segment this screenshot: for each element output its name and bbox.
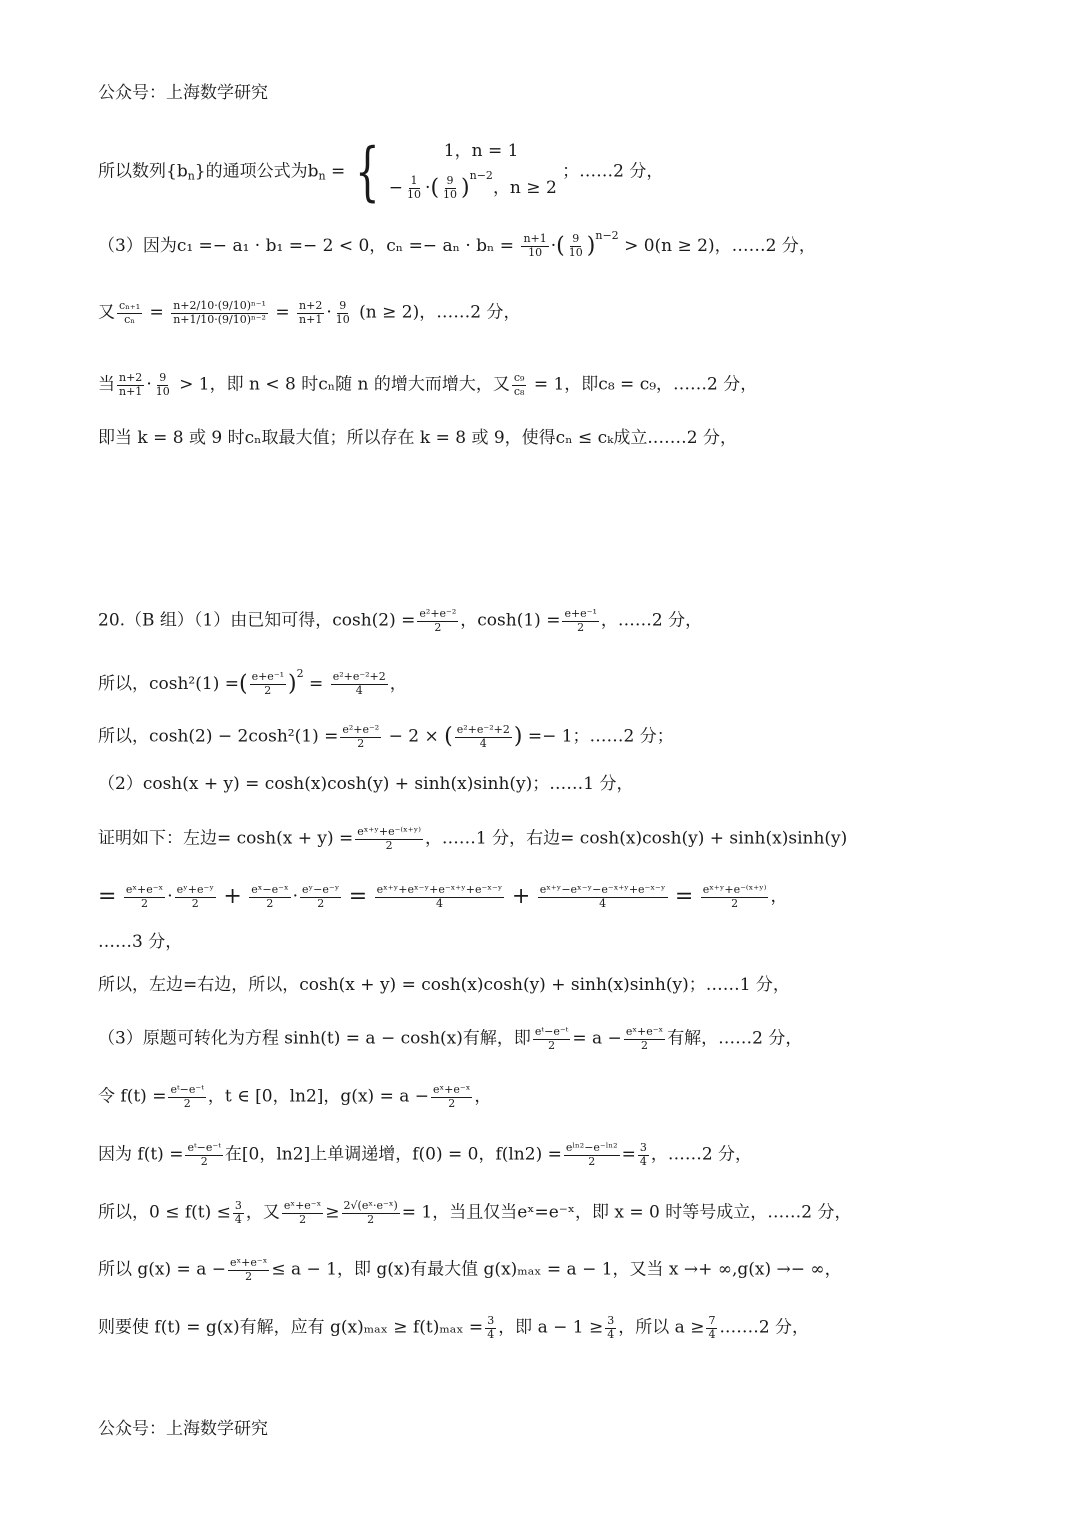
formula-monotone: 当 $\frac{n+2}{n+1}$ · $\frac{9}{10}$ > 1，即 n < 8 时cₙ随 n 的增大而增大，又 $\frac{\text{c₉}}{\text{c₈}}$ = 1，即c₈ = c₉，……2 分， <box>98 371 758 398</box>
part2-statement: （2）cosh(x + y) = cosh(x)cosh(y) + sinh(x)sinh(y)；……1 分， <box>98 774 634 794</box>
define-f-g: 令 f(t) = $\frac{\text{eᵗ−e⁻ᵗ}}{2}$ ，t ∈ [0，ln2]，g(x) = a − $\frac{\text{eˣ+e⁻ˣ}}{2}$ ， <box>98 1083 492 1110</box>
formula-bn-piecewise: 所以数列$\{b_n\}$的通项公式为$b_n$ = { 1，n = 1 − $\frac{1}{10}$ ·( $\frac{9}{10}$ )$^{n-2}$，n ≥ 2 ；……2 分， <box>98 135 664 209</box>
conclusion-line: 即当 k = 8 或 9 时cₙ取最大值；所以存在 k = 8 或 9，使得cₙ ≤ cₖ成立.……2 分， <box>98 428 737 448</box>
proof-left: 证明如下：左边= cosh(x + y) = $\frac{\text{eˣ⁺ʸ+e⁻⁽ˣ⁺ʸ⁾}}{2}$ ，……1 分，右边= cosh(x)cosh(y) + sinh(x)sinh(y) <box>98 825 848 852</box>
score-line: ……3 分， <box>98 932 183 952</box>
formula-cn: （3）因为c₁ =− a₁ · b₁ =− 2 < 0，cₙ =− aₙ · bₙ = $\frac{n+1}{10}$ ·( $\frac{9}{10}$ )$^{n-2}$ > 0(n ≥ 2)，……2 分， <box>98 229 816 259</box>
page-footer: 公众号：上海数学研究 <box>98 1419 268 1439</box>
formula-ratio: 又 $\frac{\text{cₙ₊₁}}{\text{cₙ}}$ = $\frac{\text{n+2/10·(9/10)ⁿ⁻¹}}{\text{n+1/10·(9/10)ⁿ⁻²}}$ = $\frac{n+2}{n+1}$ · $\frac{9}{10}$ (n ≥ 2)，……2 分， <box>98 299 521 326</box>
cosh-squared: 所以，cosh²(1) =( $\frac{\text{e+e⁻¹}}{2}$ )$^2$ = $\frac{\text{e²+e⁻²+2}}{4}$ ， <box>98 667 407 697</box>
proof-right-expansion: = $\frac{\text{eˣ+e⁻ˣ}}{2}$ · $\frac{\text{eʸ+e⁻ʸ}}{2}$ + $\frac{\text{eˣ−e⁻ˣ}}{2}$ · $\frac{\text{eʸ−e⁻ʸ}}{2}$ = $\frac{\text{eˣ⁺ʸ+eˣ⁻ʸ+e⁻ˣ⁺ʸ+e⁻ˣ⁻ʸ}}{4}$ + $\frac{\text{eˣ⁺ʸ−eˣ⁻ʸ−e⁻ˣ⁺ʸ+e⁻ˣ⁻ʸ}}{4}$ = $\frac{\text{eˣ⁺ʸ+e⁻⁽ˣ⁺ʸ⁾}}{2}$ ， <box>98 883 788 910</box>
f-monotone: 因为 f(t) = $\frac{\text{eᵗ−e⁻ᵗ}}{2}$ 在[0，ln2]上单调递增，f(0) = 0，f(ln2) = eˡⁿ²−e⁻ˡⁿ² 2 = $\frac{3}{4}$ ，……2 分， <box>98 1141 753 1168</box>
page-header: 公众号：上海数学研究 <box>98 83 268 103</box>
part3-transform: （3）原题可转化为方程 sinh(t) = a − cosh(x)有解，即 $\frac{\text{eᵗ−e⁻ᵗ}}{2}$ = a − $\frac{\text{eˣ+e⁻ˣ}}{2}$ 有解，……2 分， <box>98 1025 803 1052</box>
proof-conclusion: 所以，左边=右边，所以，cosh(x + y) = cosh(x)cosh(y) + sinh(x)sinh(y)；……1 分， <box>98 975 790 995</box>
g-max: 所以 g(x) = a − $\frac{\text{eˣ+e⁻ˣ}}{2}$ ≤ a − 1，即 g(x)有最大值 g(x)ₘₐₓ = a − 1，又当 x →+ ∞,g(x) →− ∞， <box>98 1256 842 1283</box>
cosh-difference: 所以，cosh(2) − 2cosh²(1) = $\frac{\text{e²+e⁻²}}{2}$ − 2 × ( $\frac{\text{e²+e⁻²+2}}{4}$ ) =− 1；……2 分； <box>98 723 674 750</box>
f-range-amgm: 所以，0 ≤ f(t) ≤ $\frac{3}{4}$ ，又 $\frac{\text{eˣ+e⁻ˣ}}{2}$ ≥ $\frac{\text{2√(eˣ·e⁻ˣ)}}{2}$ = 1，当且仅当eˣ=e⁻ˣ，即 x = 0 时等号成立，……2 分， <box>98 1199 852 1226</box>
problem20-part1: 20.（B 组）（1）由已知可得，cosh(2) = $\frac{\text{e²+e⁻²}}{2}$ ，cosh(1) = $\frac{\text{e+e⁻¹}}{2}$ ，……2 分， <box>98 607 703 634</box>
final-answer: 则要使 f(t) = g(x)有解，应有 g(x)ₘₐₓ ≥ f(t)ₘₐₓ = $\frac{3}{4}$ ，即 a − 1 ≥ $\frac{3}{4}$ ，所以 a ≥ $\frac{7}{4}$ .……2 分， <box>98 1314 810 1341</box>
